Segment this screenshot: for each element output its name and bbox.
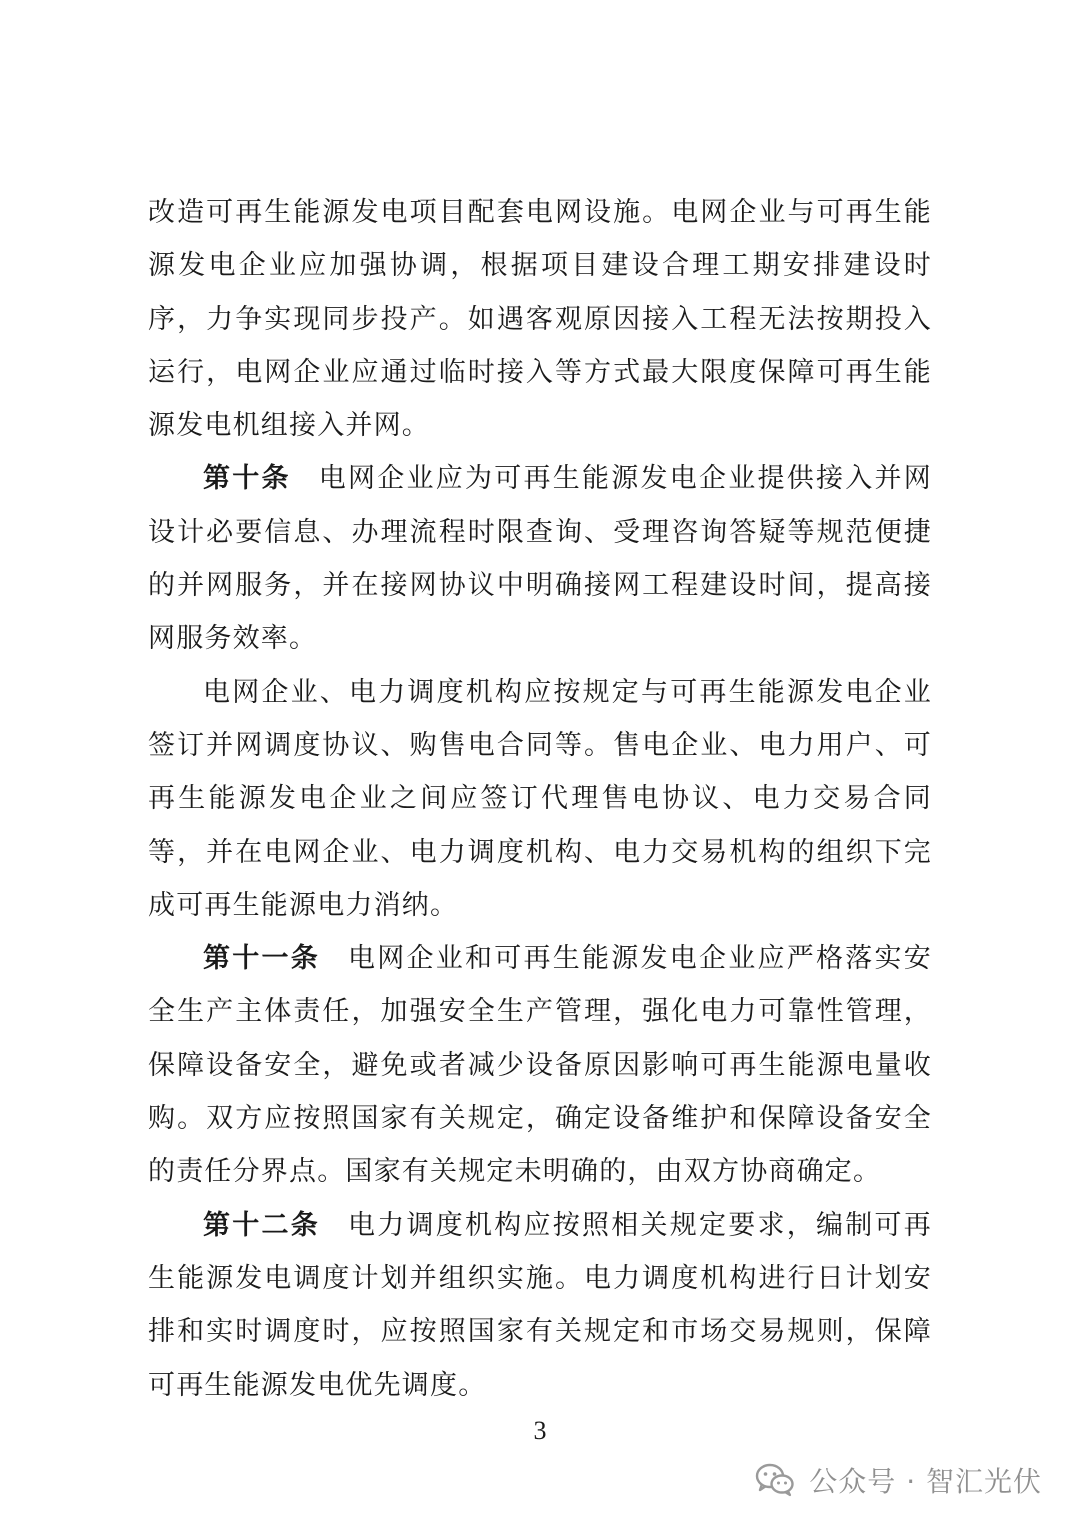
watermark (755, 1460, 1042, 1500)
paragraph-article-12 (148, 1199, 932, 1412)
paragraph-text: 电网企业应为可再生能源发电企业提供接入并网设计必要信息、办理流程时限查询、受理咨询答疑等规范便捷的并网服务，并在接网协议中明确接网工程建设时间，提高接网服务效率。 (148, 463, 932, 655)
paragraph-text: 电网企业和可再生能源发电企业应严格落实安全生产主体责任，加强安全生产管理，强化电力可靠性管理，保障设备安全，避免或者减少设备原因影响可再生能源电量收购。双方应按照国家有关规定，确定设备维护和保障设备安全的责任分界点。国家有关规定未明确的，由双方协商确定。 (148, 943, 932, 1188)
paragraph-continuation: 改造可再生能源发电项目配套电网设施。电网企业与可再生能源发电企业应加强协调，根据项目建设合理工期安排建设时序，力争实现同步投产。如遇客观原因接入工程无法按期投入运行，电网企业应通过临时接入等方式最大限度保障可再生能源发电机组接入并网。 (148, 197, 932, 442)
paragraph-text: 电力调度机构应按照相关规定要求，编制可再生能源发电调度计划并组织实施。电力调度机构进行日计划安排和实时调度时，应按照国家有关规定和市场交易规则，保障可再生能源发电优先调度。 (148, 1209, 932, 1401)
page-number: 3 (533, 1416, 547, 1445)
paragraph-article-11 (148, 932, 932, 1198)
article-number: 第十条 (203, 463, 291, 495)
paragraph-article-10-part-2: 电网企业、电力调度机构应按规定与可再生能源发电企业签订并网调度协议、购售电合同等。售电企业、电力用户、可再生能源发电企业之间应签订代理售电协议、电力交易合同等，并在电网企业、电力调度机构、电力交易机构的组织下完成可再生能源电力消纳。 (148, 676, 932, 921)
paragraph-article-10 (148, 452, 932, 665)
wechat-icon (755, 1463, 795, 1497)
document-body (148, 186, 932, 1412)
article-number: 第十二条 (203, 1209, 321, 1241)
article-number: 第十一条 (203, 943, 321, 975)
watermark-text: 公众号 · 智汇光伏 (809, 1465, 1042, 1498)
